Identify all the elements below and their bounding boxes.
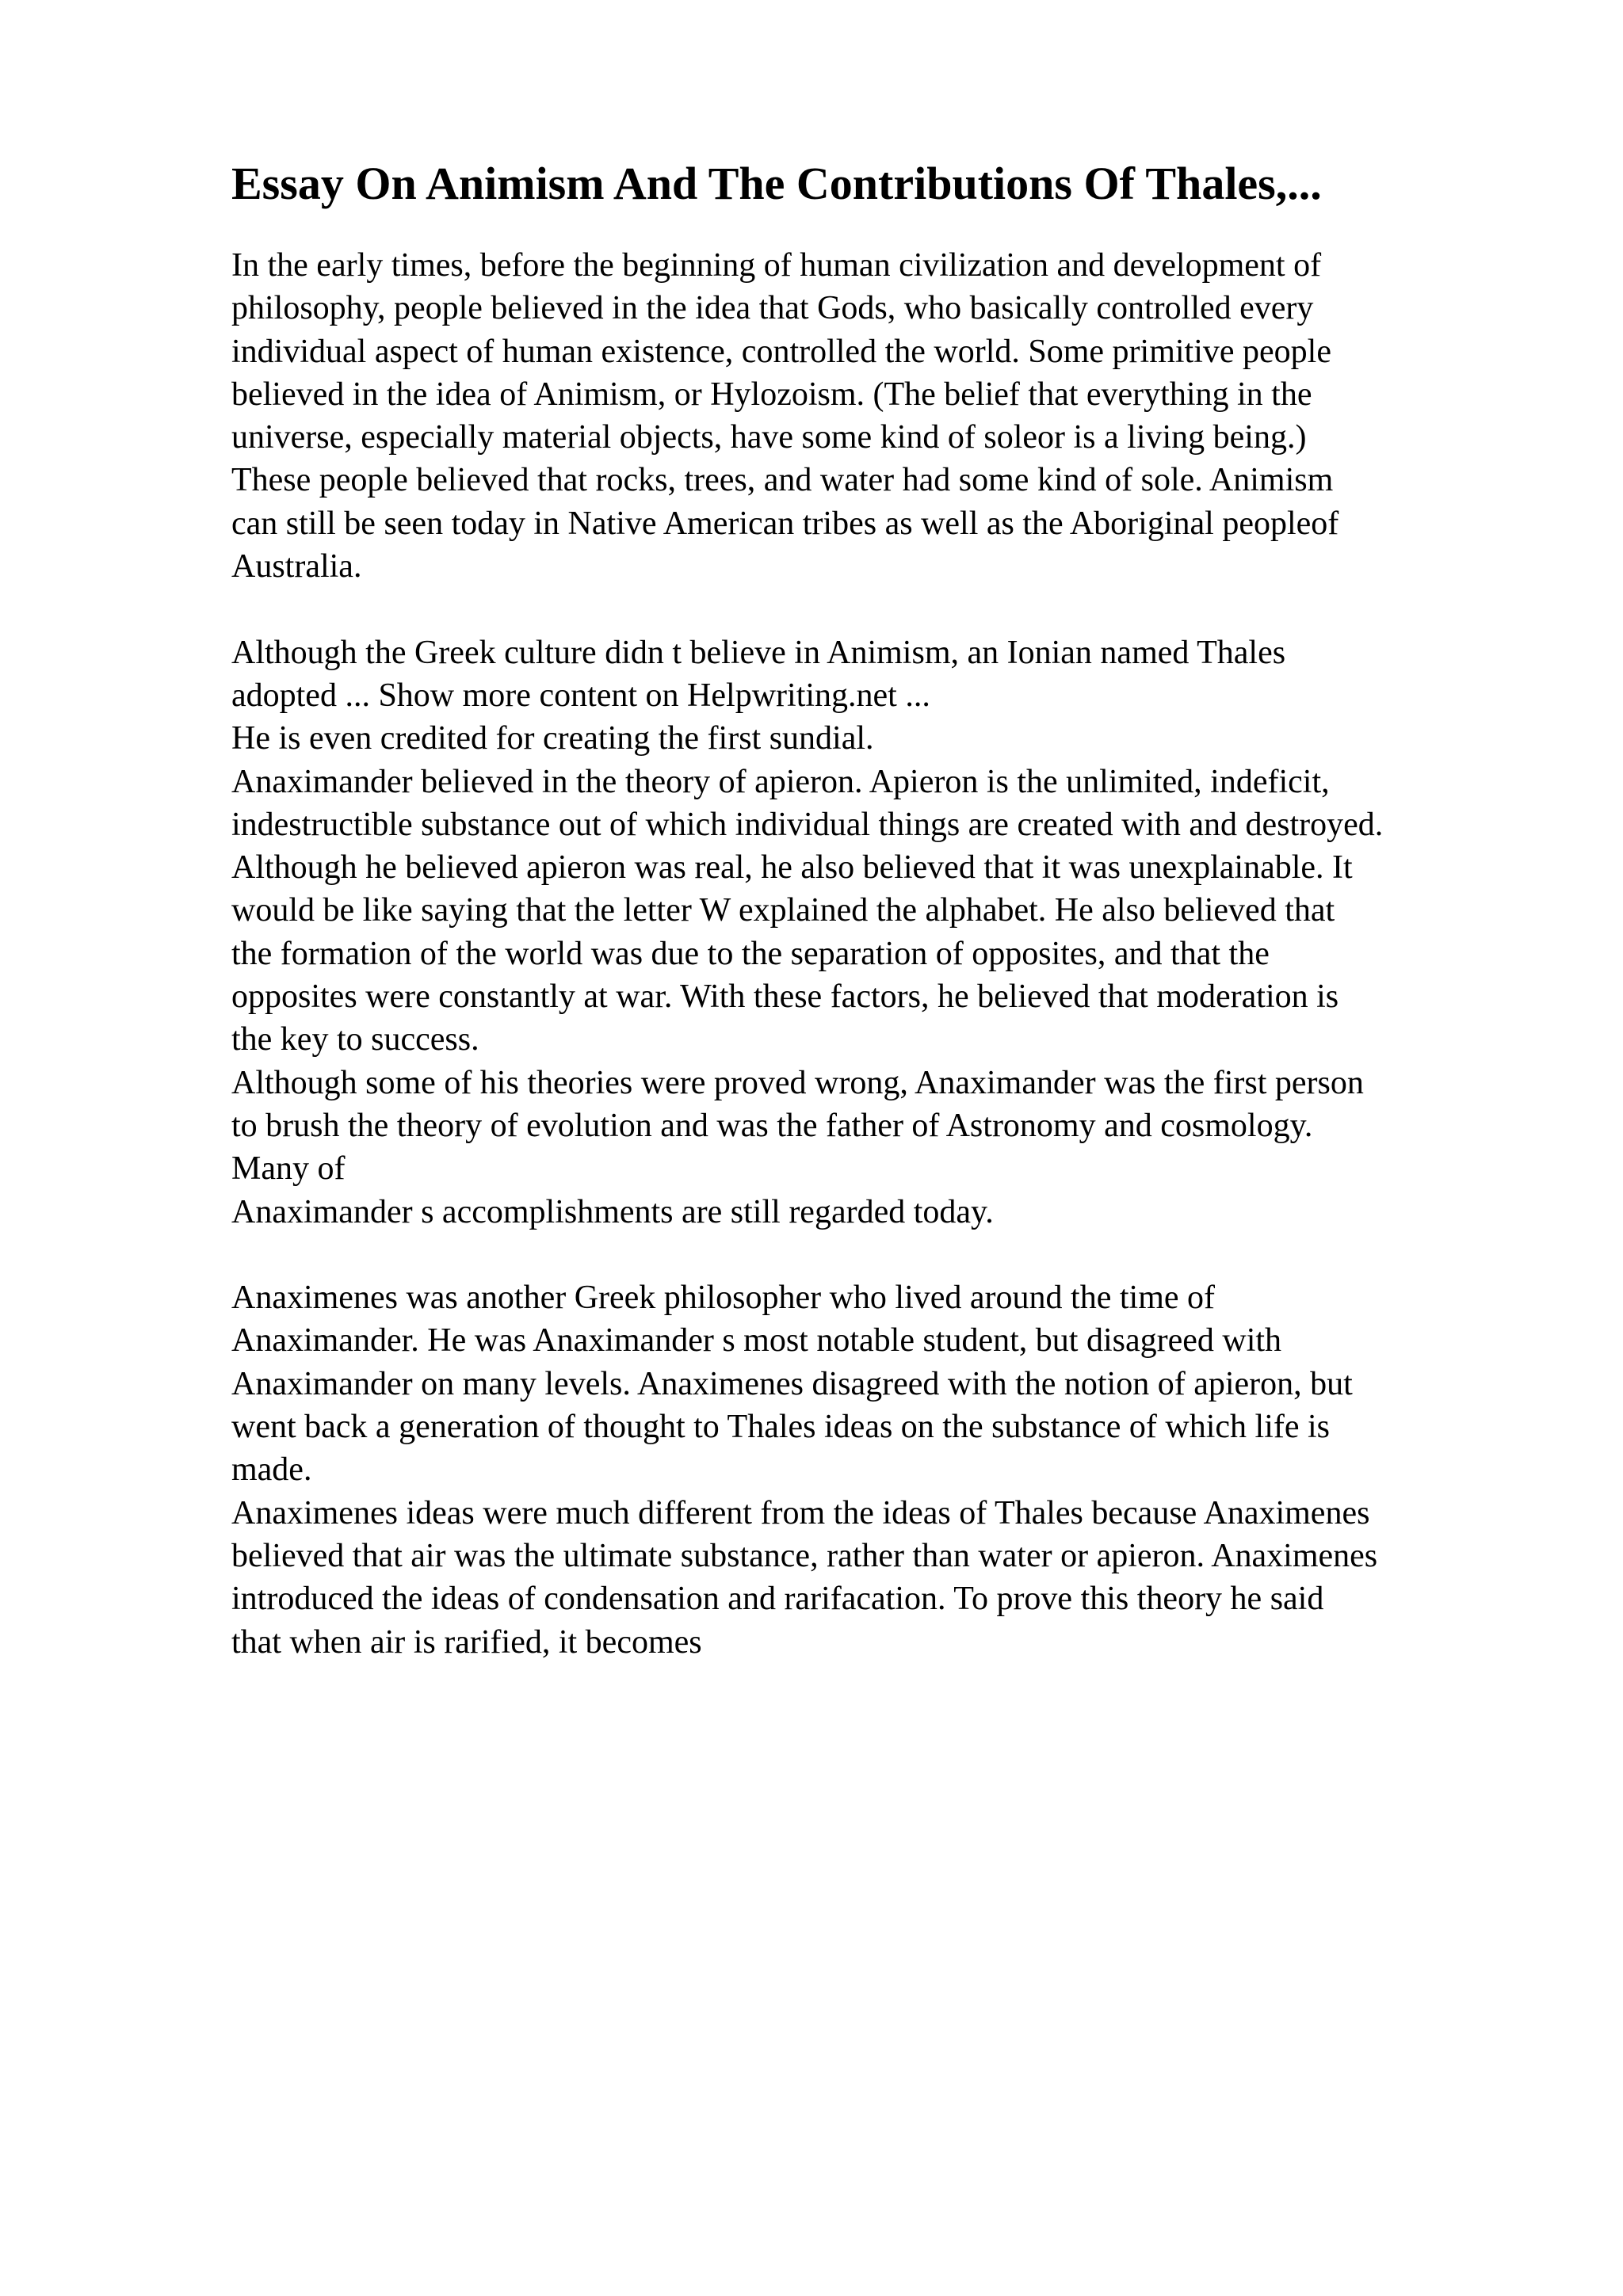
text-line: Anaximenes ideas were much different from the ideas of Thales because Anaximenes — [231, 1494, 1370, 1531]
text-line: the key to success. — [231, 1021, 479, 1058]
text-line: Anaximander. He was Anaximander s most notable student, but disagreed with — [231, 1322, 1282, 1360]
text-line: believed in the idea of Animism, or Hylozoism. (The belief that everything in the — [231, 376, 1312, 413]
text-line: made. — [231, 1451, 312, 1489]
text-line: went back a generation of thought to Thales ideas on the substance of which life is — [231, 1409, 1330, 1446]
text-line: Anaximander believed in the theory of apieron. Apieron is the unlimited, indeficit, — [231, 763, 1330, 800]
text-line: would be like saying that the letter W explained the alphabet. He also believed that — [231, 892, 1335, 929]
paragraph-break — [231, 1234, 1594, 1276]
text-line: can still be seen today in Native American tribes as well as the Aboriginal peopleof — [231, 505, 1339, 542]
text-line: opposites were constantly at war. With these factors, he believed that moderation is — [231, 978, 1339, 1016]
text-line: Although some of his theories were proved wrong, Anaximander was the first person — [231, 1064, 1364, 1101]
text-line: He is even credited for creating the first sundial. — [231, 720, 874, 757]
text-line: philosophy, people believed in the idea that Gods, who basically controlled every — [231, 290, 1314, 327]
text-line: individual aspect of human existence, controlled the world. Some primitive people — [231, 333, 1331, 370]
text-line: These people believed that rocks, trees, and water had some kind of sole. Animism — [231, 462, 1334, 499]
text-line: Anaximander s accomplishments are still regarded today. — [231, 1193, 994, 1230]
text-line: Many of — [231, 1150, 346, 1188]
text-line: In the early times, before the beginning of human civilization and development of — [231, 247, 1322, 284]
paragraph-break — [231, 588, 1594, 631]
text-line: universe, especially material objects, have some kind of soleor is a living being.) — [231, 419, 1307, 456]
text-line: Although the Greek culture didn t believe in Animism, an Ionian named Thales — [231, 634, 1286, 671]
text-line: Although he believed apieron was real, he also believed that it was unexplainable. It — [231, 849, 1353, 887]
text-line: to brush the theory of evolution and was the father of Astronomy and cosmology. — [231, 1107, 1313, 1144]
text-line: believed that air was the ultimate substance, rather than water or apieron. Anaximenes — [231, 1537, 1378, 1574]
document-title: Essay On Animism And The Contributions Of Thales,... — [231, 158, 1322, 209]
text-line: Anaximenes was another Greek philosopher who lived around the time of — [231, 1280, 1215, 1317]
text-line: Australia. — [231, 548, 362, 585]
text-line: Anaximander on many levels. Anaximenes disagreed with the notion of apieron, but — [231, 1365, 1353, 1402]
document-body — [231, 244, 1594, 1664]
text-line: adopted ... Show more content on Helpwriting.net ... — [231, 677, 930, 714]
text-line: the formation of the world was due to the separation of opposites, and that the — [231, 935, 1270, 972]
text-line: that when air is rarified, it becomes — [231, 1623, 702, 1661]
text-line: introduced the ideas of condensation and rarifacation. To prove this theory he said — [231, 1581, 1324, 1618]
text-line: indestructible substance out of which individual things are created with and destroyed. — [231, 806, 1384, 843]
